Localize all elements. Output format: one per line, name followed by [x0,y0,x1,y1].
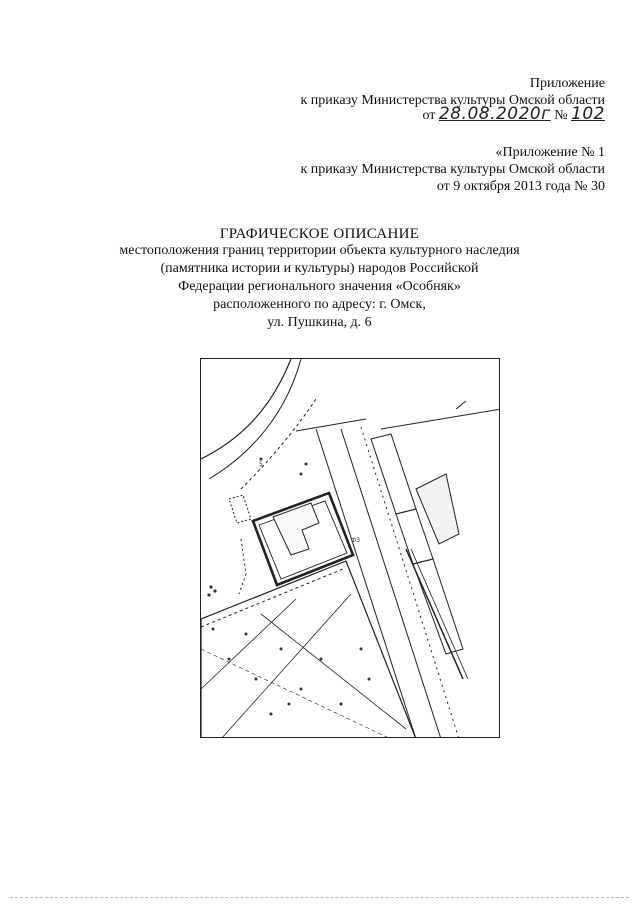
date-prefix: от [422,108,436,123]
street-edge [316,429,416,738]
handwritten-number: 102 [571,104,605,124]
building-label: ФЗ [351,537,361,544]
fence-line [411,549,468,679]
park-path [201,569,343,627]
park-path [261,614,406,729]
handwritten-date: 28.08.2020г [438,104,551,124]
block-edge [296,419,366,431]
title-line: местоположения границ территории объекта культурного наследия [119,243,520,258]
boundary-map [200,358,500,738]
building-outline [371,434,416,514]
order-reference: к приказу Министерства культуры Омской области [300,93,605,108]
title-line: ул. Пушкина, д. 6 [267,315,372,330]
path-line [239,539,246,594]
road-edge [201,359,291,459]
previous-order-reference: к приказу Министерства культуры Омской области [300,162,605,177]
road-edge [241,399,316,489]
map-label: 5 [259,461,263,468]
outbuilding [229,495,251,523]
street-edge [361,427,459,738]
previous-order-date: от 9 октября 2013 года № 30 [436,179,605,194]
appendix-label: Приложение [529,76,605,91]
park-path [201,599,296,689]
document-title: ГРАФИЧЕСКОЕ ОПИСАНИЕ [219,226,420,242]
title-line: расположенного по адресу: г. Омск, [213,297,426,312]
title-line: Федерации регионального значения «Особняк» [178,279,461,294]
title-line: (памятника истории и культуры) народов Российской [160,261,479,276]
building-outline [416,474,459,544]
building-outline [413,559,463,654]
block-edge [381,409,500,429]
park-path [221,594,351,738]
order-date-line [422,106,605,124]
block-edge [456,401,466,409]
number-sign: № [554,108,568,123]
tree-symbols [207,458,370,716]
page-bottom-rule [10,897,629,898]
park-path [201,649,391,738]
previous-appendix-label: «Приложение № 1 [495,145,605,160]
fence-line [406,549,463,679]
map-drawing [201,359,500,738]
